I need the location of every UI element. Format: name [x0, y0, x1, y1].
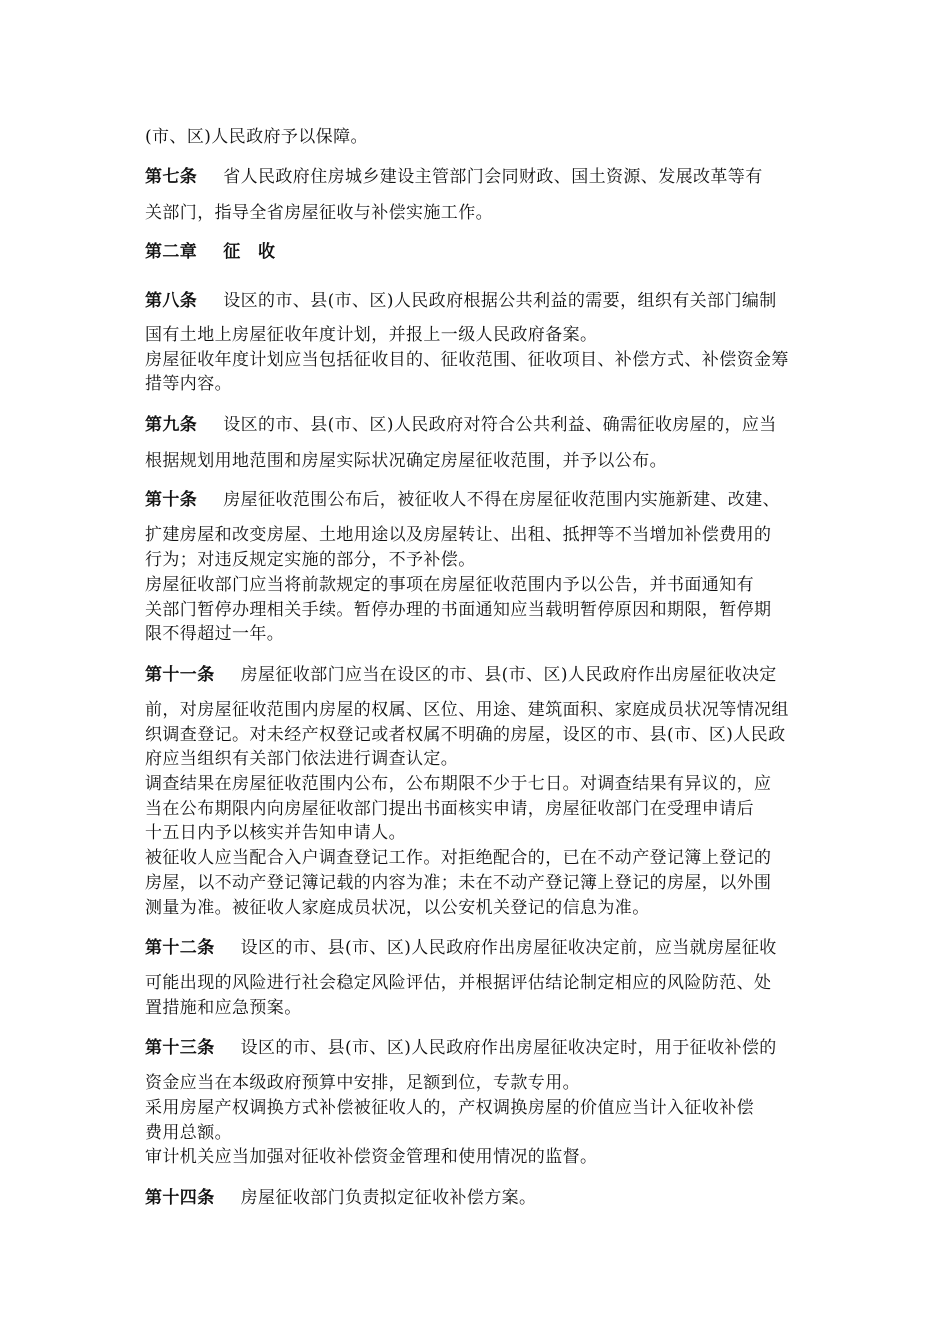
paragraph-line — [145, 1072, 825, 1094]
line-text: 措等内容。 — [145, 374, 232, 394]
paragraph-line — [145, 699, 825, 721]
line-text: 设区的市、县(市、区)人民政府作出房屋征收决定时，用于征收补偿的 — [240, 1038, 777, 1058]
paragraph-line — [145, 798, 825, 820]
line-text: (市、区)人民政府予以保障。 — [145, 127, 368, 147]
article-number: 第十三条 — [145, 1038, 215, 1058]
line-text: 房屋征收年度计划应当包括征收目的、征收范围、征收项目、补偿方式、补偿资金筹 — [145, 350, 789, 370]
line-text: 织调查登记。对未经产权登记或者权属不明确的房屋，设区的市、县(市、区)人民政 — [145, 725, 786, 745]
chapter-heading — [145, 241, 825, 263]
article-line — [145, 290, 825, 312]
paragraph-line — [145, 1146, 825, 1168]
paragraph-line — [145, 1122, 825, 1144]
paragraph-line — [145, 623, 825, 645]
line-text: 关部门，指导全省房屋征收与补偿实施工作。 — [145, 203, 493, 223]
line-text: 根据规划用地范围和房屋实际状况确定房屋征收范围，并予以公布。 — [145, 451, 667, 471]
paragraph-line — [145, 1097, 825, 1119]
line-text: 房屋征收部门应当将前款规定的事项在房屋征收范围内予以公告，并书面通知有 — [145, 575, 754, 595]
paragraph-line — [145, 450, 825, 472]
paragraph-line — [145, 524, 825, 546]
line-text: 扩建房屋和改变房屋、土地用途以及房屋转让、出租、抵押等不当增加补偿费用的 — [145, 525, 772, 545]
line-text: 可能出现的风险进行社会稳定风险评估，并根据评估结论制定相应的风险防范、处 — [145, 973, 772, 993]
chapter-number: 第二章 — [145, 242, 198, 262]
article-number: 第八条 — [145, 291, 198, 311]
paragraph-line — [145, 202, 825, 224]
article-number: 第十条 — [145, 490, 198, 510]
paragraph-line — [145, 972, 825, 994]
line-text: 调查结果在房屋征收范围内公布，公布期限不少于七日。对调查结果有异议的，应 — [145, 774, 772, 794]
paragraph-line — [145, 748, 825, 770]
paragraph-line — [145, 126, 825, 148]
article-line — [145, 414, 825, 436]
chapter-title: 征 收 — [223, 242, 276, 262]
line-text: 费用总额。 — [145, 1123, 232, 1143]
paragraph-line — [145, 724, 825, 746]
line-text: 当在公布期限内向房屋征收部门提出书面核实申请，房屋征收部门在受理申请后 — [145, 799, 754, 819]
line-text: 国有土地上房屋征收年度计划，并报上一级人民政府备案。 — [145, 325, 598, 345]
article-line — [145, 166, 825, 188]
line-text: 测量为准。被征收人家庭成员状况，以公安机关登记的信息为准。 — [145, 898, 650, 918]
article-number: 第七条 — [145, 167, 198, 187]
paragraph-line — [145, 349, 825, 371]
line-text: 房屋征收部门应当在设区的市、县(市、区)人民政府作出房屋征收决定 — [240, 665, 777, 685]
paragraph-line — [145, 549, 825, 571]
article-number: 第十一条 — [145, 665, 215, 685]
line-text: 关部门暂停办理相关手续。暂停办理的书面通知应当载明暂停原因和期限，暂停期 — [145, 600, 772, 620]
article-line — [145, 1187, 825, 1209]
article-number: 第十二条 — [145, 938, 215, 958]
line-text: 府应当组织有关部门依法进行调查认定。 — [145, 749, 459, 769]
article-line — [145, 1037, 825, 1059]
paragraph-line — [145, 822, 825, 844]
article-number: 第十四条 — [145, 1188, 215, 1208]
paragraph-line — [145, 897, 825, 919]
article-number: 第九条 — [145, 415, 198, 435]
paragraph-line — [145, 872, 825, 894]
line-text: 省人民政府住房城乡建设主管部门会同财政、国土资源、发展改革等有 — [223, 167, 763, 187]
line-text: 审计机关应当加强对征收补偿资金管理和使用情况的监督。 — [145, 1147, 598, 1167]
paragraph-line — [145, 373, 825, 395]
line-text: 房屋征收范围公布后，被征收人不得在房屋征收范围内实施新建、改建、 — [223, 490, 781, 510]
line-text: 设区的市、县(市、区)人民政府根据公共利益的需要，组织有关部门编制 — [223, 291, 777, 311]
paragraph-line — [145, 599, 825, 621]
paragraph-line — [145, 324, 825, 346]
article-line — [145, 937, 825, 959]
line-text: 置措施和应急预案。 — [145, 998, 302, 1018]
line-text: 十五日内予以核实并告知申请人。 — [145, 823, 406, 843]
line-text: 设区的市、县(市、区)人民政府对符合公共利益、确需征收房屋的，应当 — [223, 415, 777, 435]
line-text: 房屋征收部门负责拟定征收补偿方案。 — [240, 1188, 537, 1208]
line-text: 房屋，以不动产登记簿记载的内容为准；未在不动产登记簿上登记的房屋，以外围 — [145, 873, 772, 893]
article-line — [145, 489, 825, 511]
paragraph-line — [145, 574, 825, 596]
line-text: 前，对房屋征收范围内房屋的权属、区位、用途、建筑面积、家庭成员状况等情况组 — [145, 700, 789, 720]
paragraph-line — [145, 847, 825, 869]
line-text: 被征收人应当配合入户调查登记工作。对拒绝配合的，已在不动产登记簿上登记的 — [145, 848, 772, 868]
line-text: 采用房屋产权调换方式补偿被征收人的，产权调换房屋的价值应当计入征收补偿 — [145, 1098, 754, 1118]
paragraph-line — [145, 997, 825, 1019]
line-text: 资金应当在本级政府预算中安排，足额到位，专款专用。 — [145, 1073, 580, 1093]
line-text: 设区的市、县(市、区)人民政府作出房屋征收决定前，应当就房屋征收 — [240, 938, 777, 958]
line-text: 行为；对违反规定实施的部分，不予补偿。 — [145, 550, 476, 570]
paragraph-line — [145, 773, 825, 795]
article-line — [145, 664, 825, 686]
line-text: 限不得超过一年。 — [145, 624, 285, 644]
